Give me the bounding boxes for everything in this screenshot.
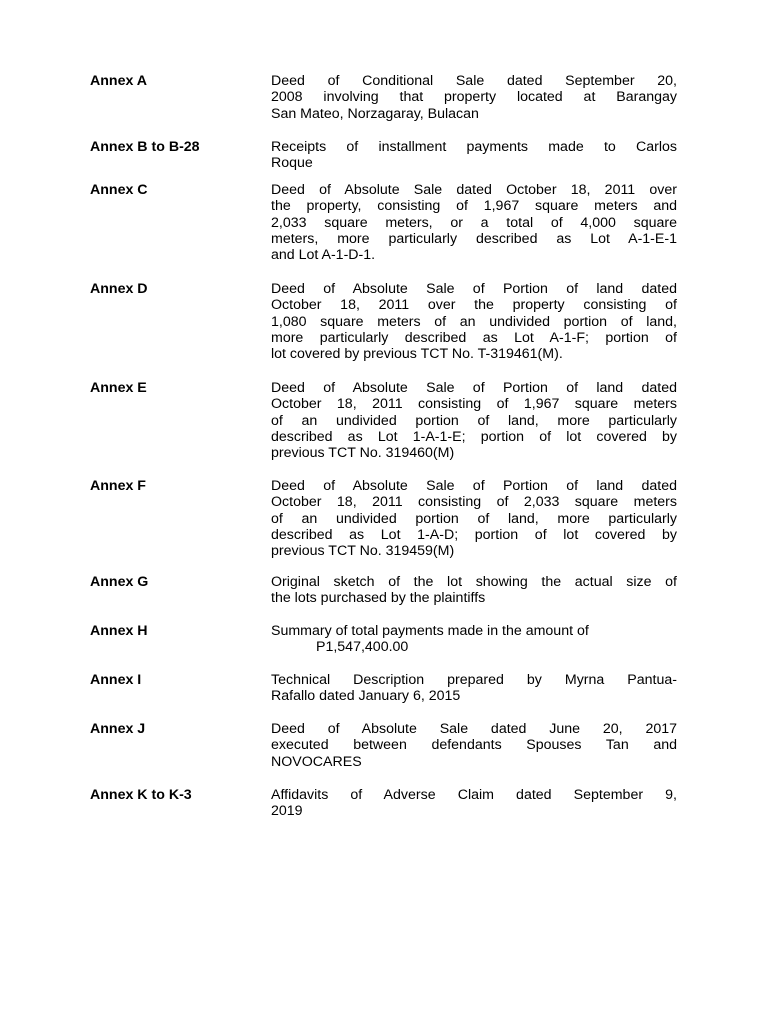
description-line: previous TCT No. 319459(M)	[271, 543, 455, 560]
description-line: the property, consisting of 1,967 square meters and	[271, 198, 677, 215]
annex-description	[271, 139, 677, 172]
description-line: Deed of Absolute Sale of Portion of land dated	[271, 281, 677, 297]
description-line: Rafallo dated January 6, 2015	[271, 688, 461, 705]
description-line: 2008 involving that property located at Barangay	[271, 89, 677, 106]
description-line: NOVOCARES	[271, 753, 362, 770]
description-line: Deed of Conditional Sale dated September 20,	[271, 73, 677, 89]
annex-label: Annex D	[90, 281, 148, 297]
annex-label: Annex G	[90, 574, 149, 590]
annex-label: Annex I	[90, 672, 142, 688]
description-line: Technical Description prepared by Myrna Pantua-	[271, 672, 677, 688]
description-line: Original sketch of the lot showing the actual size of	[271, 574, 677, 590]
description-line: Receipts of installment payments made to Carlos	[271, 139, 677, 155]
annex-description	[271, 478, 677, 559]
annex-description	[271, 380, 677, 461]
description-line: P1,547,400.00	[316, 639, 409, 656]
annex-description	[271, 73, 677, 122]
description-line: 2019	[271, 803, 303, 820]
description-line: described as Lot 1-A-D; portion of lot covered by	[271, 526, 677, 543]
description-line: and Lot A-1-D-1.	[271, 247, 376, 264]
description-line: meters, more particularly described as Lot A-1-E-1	[271, 230, 677, 247]
annex-description	[271, 281, 677, 362]
description-line: Affidavits of Adverse Claim dated September 9,	[271, 787, 677, 803]
annex-description	[271, 623, 677, 656]
annex-label: Annex E	[90, 380, 147, 396]
description-line: more particularly described as Lot A-1-F; portion of	[271, 329, 677, 346]
annex-label: Annex A	[90, 73, 148, 89]
description-line: 2,033 square meters, or a total of 4,000 square	[271, 214, 677, 231]
description-line: October 18, 2011 consisting of 2,033 square meters	[271, 494, 677, 511]
annex-label: Annex H	[90, 623, 148, 639]
annex-description	[271, 787, 677, 820]
annex-description	[271, 574, 677, 607]
annex-label: Annex J	[90, 721, 146, 737]
annex-label: Annex B to B-28	[90, 139, 200, 155]
description-line: previous TCT No. 319460(M)	[271, 445, 455, 462]
description-line: Summary of total payments made in the amount of	[271, 623, 589, 639]
annex-description	[271, 182, 677, 263]
description-line: 1,080 square meters of an undivided portion of land,	[271, 313, 677, 330]
description-line: Deed of Absolute Sale dated October 18, 2011 over	[271, 182, 677, 198]
description-line: October 18, 2011 consisting of 1,967 square meters	[271, 396, 677, 413]
annex-description	[271, 672, 677, 705]
description-line: executed between defendants Spouses Tan and	[271, 737, 677, 754]
description-line: San Mateo, Norzagaray, Bulacan	[271, 105, 479, 122]
description-line: Deed of Absolute Sale of Portion of land dated	[271, 380, 677, 396]
description-line: the lots purchased by the plaintiffs	[271, 590, 486, 607]
annex-label: Annex C	[90, 182, 148, 198]
description-line: of an undivided portion of land, more particularly	[271, 510, 677, 527]
description-line: described as Lot 1-A-1-E; portion of lot covered by	[271, 428, 677, 445]
description-line: Deed of Absolute Sale of Portion of land dated	[271, 478, 677, 494]
annex-label: Annex F	[90, 478, 146, 494]
description-line: of an undivided portion of land, more particularly	[271, 412, 677, 429]
description-line: October 18, 2011 over the property consisting of	[271, 297, 677, 314]
description-line: Roque	[271, 155, 313, 172]
description-line: lot covered by previous TCT No. T-319461(M).	[271, 346, 563, 363]
annex-description	[271, 721, 677, 770]
annex-label: Annex K to K-3	[90, 787, 192, 803]
description-line: Deed of Absolute Sale dated June 20, 2017	[271, 721, 677, 737]
